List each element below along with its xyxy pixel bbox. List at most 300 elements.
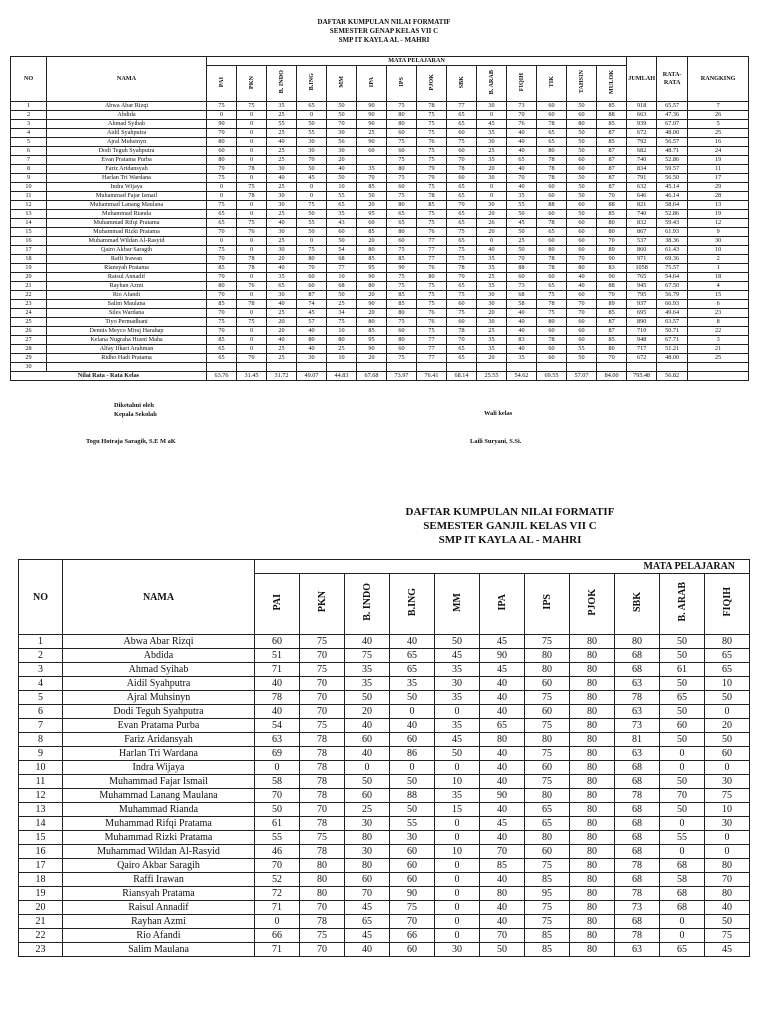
- cell-score: 60: [390, 845, 435, 859]
- cell-score: 75: [525, 775, 570, 789]
- table-row: [11, 309, 749, 318]
- cell-score: 68: [615, 649, 660, 663]
- cell-rata: [657, 363, 688, 372]
- cell-score: 30: [435, 943, 480, 957]
- cell-rata: 69.36: [657, 255, 688, 264]
- cell-score: 56: [327, 138, 357, 147]
- cell-score: 83: [507, 336, 537, 345]
- cell-score: 78: [615, 929, 660, 943]
- cell-score: 50: [705, 915, 750, 929]
- cell-score: 0: [237, 273, 267, 282]
- cell-score: 70: [207, 309, 237, 318]
- cell-score: 70: [447, 201, 477, 210]
- cell-score: 50: [507, 228, 537, 237]
- class-average-label: Nilai Rata - Rata Kelas: [11, 372, 207, 381]
- subject-label: TAHSIN: [577, 70, 585, 94]
- cell-score: 60: [567, 318, 597, 327]
- cell-score: 86: [390, 747, 435, 761]
- cell-score: 60: [567, 219, 597, 228]
- cell-score: 88: [597, 282, 627, 291]
- cell-score: 75: [300, 635, 345, 649]
- cell-score: 55: [327, 192, 357, 201]
- cell-score: 0: [435, 831, 480, 845]
- cell-score: 50: [567, 354, 597, 363]
- cell-score: 0: [705, 761, 750, 775]
- cell-score: 60: [537, 192, 567, 201]
- cell-score: 60: [390, 733, 435, 747]
- cell-no: 5: [11, 138, 47, 147]
- cell-score: 85: [597, 138, 627, 147]
- cell-score: 85: [387, 255, 417, 264]
- cell-score: 35: [507, 354, 537, 363]
- cell-score: 10: [327, 327, 357, 336]
- cell-score: 76: [417, 228, 447, 237]
- cell-nama: Dennis Meyco Miraj Harahap: [47, 327, 207, 336]
- cell-rank: 11: [688, 165, 749, 174]
- cell-score: 80: [387, 165, 417, 174]
- cell-score: 70: [297, 264, 327, 273]
- cell-score: 75: [537, 309, 567, 318]
- cell-score: 68: [615, 873, 660, 887]
- table-row: [19, 635, 750, 649]
- cell-score: 40: [327, 165, 357, 174]
- cell-score: 78: [447, 165, 477, 174]
- cell-score: 80: [597, 219, 627, 228]
- cell-jumlah: 792: [627, 138, 657, 147]
- cell-score: 25: [267, 354, 297, 363]
- cell-score: 40: [507, 165, 537, 174]
- cell-no: 4: [11, 129, 47, 138]
- cell-score: 78: [537, 336, 567, 345]
- cell-nama: Harlan Tri Wardana: [47, 174, 207, 183]
- cell-score: 70: [255, 789, 300, 803]
- cell-score: 88: [390, 789, 435, 803]
- cell-rata: 56.57: [657, 138, 688, 147]
- cell-rank: 28: [688, 192, 749, 201]
- cell-score: [447, 363, 477, 372]
- cell-score: 30: [390, 831, 435, 845]
- cell-score: 70: [255, 859, 300, 873]
- cell-score: 0: [705, 705, 750, 719]
- cell-jumlah: 672: [627, 354, 657, 363]
- cell-score: 40: [345, 719, 390, 733]
- subject-header: [345, 574, 390, 635]
- cell-no: 2: [19, 649, 63, 663]
- cell-score: 63: [615, 747, 660, 761]
- cell-score: 85: [357, 327, 387, 336]
- cell-average: 68.14: [447, 372, 477, 381]
- cell-no: 20: [11, 273, 47, 282]
- cell-score: 50: [327, 111, 357, 120]
- cell-nama: Fariz Aridansyah: [47, 165, 207, 174]
- cell-score: 70: [207, 327, 237, 336]
- cell-score: [537, 363, 567, 372]
- cell-score: 85: [525, 943, 570, 957]
- cell-nama: Raisul Annadif: [63, 901, 255, 915]
- cell-score: 45: [507, 219, 537, 228]
- cell-score: 65: [447, 183, 477, 192]
- cell-score: 75: [345, 649, 390, 663]
- cell-score: 65: [537, 129, 567, 138]
- subject-label: PAI: [271, 593, 283, 611]
- cell-score: 80: [300, 859, 345, 873]
- cell-score: 75: [525, 901, 570, 915]
- cell-score: 87: [597, 165, 627, 174]
- cell-score: 50: [297, 228, 327, 237]
- cell-score: 0: [345, 761, 390, 775]
- cell-nama: Muhammad Wildan Al-Rasyid: [47, 237, 207, 246]
- col-header-rata: RATA-RATA: [657, 57, 688, 102]
- cell-score: 75: [447, 309, 477, 318]
- cell-score: 80: [387, 336, 417, 345]
- cell-score: 76: [417, 318, 447, 327]
- table-row: [11, 291, 749, 300]
- table-row: [11, 363, 749, 372]
- cell-jumlah: 765: [627, 273, 657, 282]
- cell-no: 25: [11, 318, 47, 327]
- cell-score: 25: [477, 327, 507, 336]
- cell-score: 80: [570, 845, 615, 859]
- cell-score: 80: [387, 228, 417, 237]
- cell-score: 75: [300, 929, 345, 943]
- table-row: [11, 345, 749, 354]
- cell-score: 75: [387, 192, 417, 201]
- cell-score: 70: [237, 354, 267, 363]
- cell-score: 85: [387, 291, 417, 300]
- cell-score: 35: [267, 273, 297, 282]
- table-row: [11, 111, 749, 120]
- cell-score: 60: [327, 228, 357, 237]
- cell-score: 55: [267, 120, 297, 129]
- cell-rata: 51.21: [657, 345, 688, 354]
- cell-score: 50: [567, 147, 597, 156]
- cell-score: 70: [597, 237, 627, 246]
- cell-rata: 48.71: [657, 147, 688, 156]
- cell-score: [357, 156, 387, 165]
- cell-score: 75: [207, 246, 237, 255]
- cell-no: 4: [19, 677, 63, 691]
- cell-score: 50: [507, 246, 537, 255]
- table-row: [19, 943, 750, 957]
- cell-score: 40: [390, 635, 435, 649]
- cell-score: 57: [297, 318, 327, 327]
- cell-score: 70: [297, 156, 327, 165]
- subject-label: SBK: [631, 591, 643, 612]
- cell-rata: 49.64: [657, 309, 688, 318]
- cell-score: 75: [387, 246, 417, 255]
- cell-average: 49.07: [297, 372, 327, 381]
- cell-score: 0: [435, 901, 480, 915]
- cell-score: 95: [525, 887, 570, 901]
- cell-score: 0: [435, 873, 480, 887]
- cell-score: 30: [297, 354, 327, 363]
- cell-score: 60: [387, 327, 417, 336]
- cell-score: 78: [537, 300, 567, 309]
- cell-score: 75: [417, 147, 447, 156]
- subject-header: [480, 574, 525, 635]
- cell-nama: Ajral Muhsinyn: [47, 138, 207, 147]
- cell-score: 80: [570, 649, 615, 663]
- cell-jumlah: 646: [627, 192, 657, 201]
- cell-score: 25: [267, 345, 297, 354]
- cell-score: 60: [525, 761, 570, 775]
- cell-score: 50: [327, 237, 357, 246]
- cell-no: 17: [19, 859, 63, 873]
- cell-nama: Raffi Irawan: [47, 255, 207, 264]
- cell-score: 70: [567, 300, 597, 309]
- cell-score: 30: [267, 291, 297, 300]
- cell-score: 40: [480, 901, 525, 915]
- cell-score: 60: [357, 147, 387, 156]
- cell-score: 73: [507, 102, 537, 111]
- cell-score: 78: [237, 255, 267, 264]
- cell-score: 80: [570, 733, 615, 747]
- cell-score: 40: [267, 219, 297, 228]
- subject-label: B.ING: [406, 587, 418, 617]
- cell-jumlah: 937: [627, 300, 657, 309]
- cell-score: 0: [207, 111, 237, 120]
- cell-score: 40: [267, 300, 297, 309]
- cell-score: 75: [417, 183, 447, 192]
- subject-header: [207, 66, 237, 102]
- cell-score: 81: [615, 733, 660, 747]
- cell-score: 0: [237, 120, 267, 129]
- cell-score: 85: [480, 859, 525, 873]
- cell-score: 0: [660, 747, 705, 761]
- cell-score: 45: [345, 901, 390, 915]
- cell-score: 30: [477, 201, 507, 210]
- cell-rata: 38.36: [657, 237, 688, 246]
- cell-score: 60: [447, 147, 477, 156]
- cell-jumlah: 695: [627, 309, 657, 318]
- cell-score: 80: [357, 318, 387, 327]
- cell-nama: Aidil Syahputra: [63, 677, 255, 691]
- cell-score: 35: [477, 336, 507, 345]
- cell-score: 80: [357, 282, 387, 291]
- table-row: [19, 691, 750, 705]
- cell-nama: Muhammad Lanang Maulana: [47, 201, 207, 210]
- cell-nama: Evan Pratama Purba: [63, 719, 255, 733]
- cell-score: 60: [207, 147, 237, 156]
- cell-score: 0: [435, 915, 480, 929]
- cell-score: 75: [537, 291, 567, 300]
- cell-score: 80: [570, 873, 615, 887]
- cell-score: 35: [345, 663, 390, 677]
- cell-score: 60: [387, 147, 417, 156]
- cell-nama: Ahmad Syihab: [47, 120, 207, 129]
- cell-rata: 54.64: [657, 273, 688, 282]
- cell-no: 13: [19, 803, 63, 817]
- cell-rata: 63.57: [657, 318, 688, 327]
- cell-score: 79: [417, 165, 447, 174]
- cell-no: 3: [19, 663, 63, 677]
- cell-score: 68: [660, 859, 705, 873]
- cell-score: 40: [480, 691, 525, 705]
- cell-score: 40: [267, 138, 297, 147]
- cell-score: 60: [567, 291, 597, 300]
- cell-score: 75: [417, 129, 447, 138]
- cell-jumlah: 918: [627, 102, 657, 111]
- subject-label: MM: [451, 592, 463, 612]
- cell-jumlah: 663: [627, 111, 657, 120]
- header-row: [11, 57, 749, 66]
- subject-label: IPA: [367, 77, 375, 88]
- cell-score: 80: [525, 649, 570, 663]
- cell-score: 78: [300, 761, 345, 775]
- cell-score: 50: [705, 733, 750, 747]
- cell-score: 10: [327, 183, 357, 192]
- subject-group-header: MATA PELAJARAN: [207, 57, 627, 66]
- cell-score: 89: [597, 300, 627, 309]
- table-row: [11, 318, 749, 327]
- cell-score: 65: [447, 192, 477, 201]
- cell-nama: Raisul Annadif: [47, 273, 207, 282]
- cell-score: 78: [300, 915, 345, 929]
- cell-score: 35: [267, 102, 297, 111]
- cell-score: 30: [477, 138, 507, 147]
- cell-score: 70: [390, 915, 435, 929]
- cell-score: 60: [387, 237, 417, 246]
- cell-score: 75: [525, 859, 570, 873]
- cell-rank: 7: [688, 102, 749, 111]
- cell-score: 80: [570, 915, 615, 929]
- cell-nama: Muhammad Fajar Ismail: [63, 775, 255, 789]
- cell-score: 65: [447, 345, 477, 354]
- cell-score: 80: [537, 246, 567, 255]
- cell-nama: Muhammad Rizki Pratama: [47, 228, 207, 237]
- cell-score: 50: [567, 102, 597, 111]
- cell-jumlah: 939: [627, 120, 657, 129]
- table-row: [11, 210, 749, 219]
- cell-score: 80: [345, 859, 390, 873]
- cell-score: 80: [570, 887, 615, 901]
- cell-score: 65: [705, 649, 750, 663]
- cell-score: 60: [537, 111, 567, 120]
- cell-score: 40: [345, 943, 390, 957]
- cell-score: 25: [345, 803, 390, 817]
- cell-score: 78: [447, 264, 477, 273]
- cell-score: 40: [255, 677, 300, 691]
- cell-score: 80: [357, 246, 387, 255]
- table-row: [19, 831, 750, 845]
- cell-rank: 16: [688, 138, 749, 147]
- cell-score: 45: [480, 663, 525, 677]
- cell-score: 51: [255, 649, 300, 663]
- cell-score: 0: [237, 246, 267, 255]
- cell-score: 74: [297, 300, 327, 309]
- cell-nama: Raffi Irawan: [63, 873, 255, 887]
- cell-score: 0: [297, 111, 327, 120]
- cell-no: 5: [19, 691, 63, 705]
- heading-line: SEMESTER GANJIL KELAS VII C: [423, 520, 597, 532]
- cell-nama: Indra Wijaya: [63, 761, 255, 775]
- cell-no: 16: [11, 237, 47, 246]
- cell-rank: 9: [688, 228, 749, 237]
- table-row: [11, 354, 749, 363]
- cell-score: 0: [237, 201, 267, 210]
- cell-score: 50: [567, 174, 597, 183]
- cell-score: 45: [435, 733, 480, 747]
- cell-score: 80: [387, 201, 417, 210]
- subject-header: [417, 66, 447, 102]
- cell-score: 78: [537, 219, 567, 228]
- cell-score: 73: [615, 901, 660, 915]
- cell-score: 80: [480, 733, 525, 747]
- cell-score: 0: [297, 183, 327, 192]
- cell-rata: 61.93: [657, 228, 688, 237]
- table-row: [11, 273, 749, 282]
- cell-score: [297, 363, 327, 372]
- cell-score: 0: [660, 817, 705, 831]
- cell-score: 55: [660, 831, 705, 845]
- cell-rata: 47.36: [657, 111, 688, 120]
- cell-nama: Abwa Abar Rizqi: [47, 102, 207, 111]
- cell-score: 70: [567, 255, 597, 264]
- cell-score: 78: [615, 691, 660, 705]
- cell-score: 90: [357, 120, 387, 129]
- cell-score: 60: [447, 129, 477, 138]
- cell-score: 26: [477, 219, 507, 228]
- subject-label: B. INDO: [277, 70, 285, 94]
- heading-line: SMP IT KAYLA AL - MAHRI: [438, 534, 582, 546]
- cell-no: 26: [11, 327, 47, 336]
- cell-score: 65: [525, 817, 570, 831]
- cell-no: 11: [19, 775, 63, 789]
- subject-label: PJOK: [586, 588, 598, 616]
- table-row: [19, 677, 750, 691]
- cell-score: 0: [477, 183, 507, 192]
- cell-score: 80: [300, 887, 345, 901]
- cell-score: 65: [507, 156, 537, 165]
- cell-score: 78: [417, 192, 447, 201]
- cell-rata: 58.64: [657, 201, 688, 210]
- cell-no: 22: [11, 291, 47, 300]
- table-row: [11, 300, 749, 309]
- cell-rata: 48.00: [657, 354, 688, 363]
- cell-nama: Ahmad Syihab: [63, 663, 255, 677]
- cell-score: 65: [537, 228, 567, 237]
- cell-score: 30: [477, 318, 507, 327]
- cell-score: 40: [480, 915, 525, 929]
- cell-score: 55: [567, 345, 597, 354]
- cell-score: 70: [480, 845, 525, 859]
- cell-score: 65: [705, 663, 750, 677]
- cell-score: 50: [567, 129, 597, 138]
- cell-average: 57.07: [567, 372, 597, 381]
- cell-score: 70: [207, 291, 237, 300]
- cell-score: 60: [390, 859, 435, 873]
- cell-score: 50: [705, 691, 750, 705]
- cell-score: 0: [435, 887, 480, 901]
- cell-score: 70: [300, 943, 345, 957]
- cell-nama: Salim Maulana: [47, 300, 207, 309]
- cell-score: 69: [255, 747, 300, 761]
- table-row: [11, 120, 749, 129]
- cell-score: 60: [567, 156, 597, 165]
- cell-jumlah: 672: [627, 129, 657, 138]
- cell-score: 35: [345, 677, 390, 691]
- subject-header: [570, 574, 615, 635]
- cell-jumlah: 834: [627, 165, 657, 174]
- cell-score: 75: [207, 318, 237, 327]
- cell-score: 30: [267, 246, 297, 255]
- cell-score: 20: [477, 165, 507, 174]
- cell-score: 78: [615, 789, 660, 803]
- cell-score: 60: [660, 719, 705, 733]
- cell-rank: 29: [688, 183, 749, 192]
- cell-score: 45: [297, 309, 327, 318]
- cell-score: 65: [345, 915, 390, 929]
